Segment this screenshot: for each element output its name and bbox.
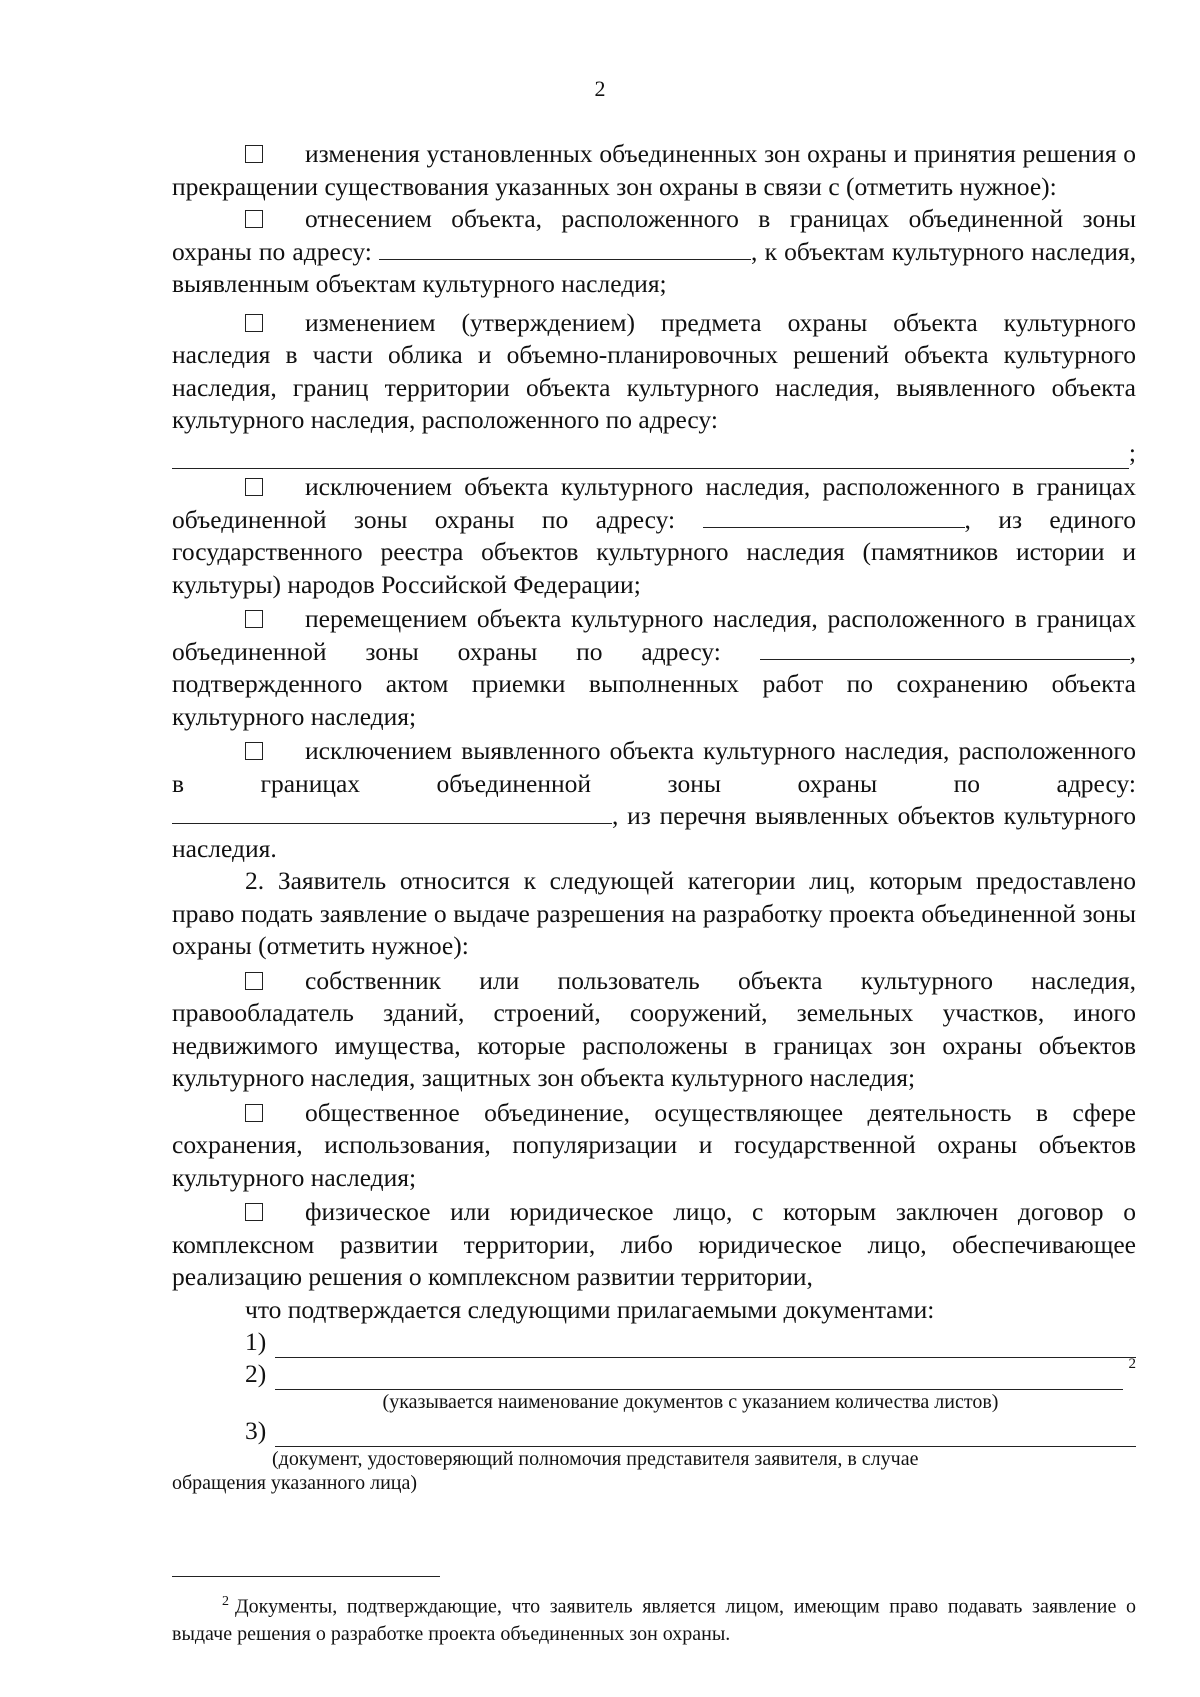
document-list bbox=[245, 1415, 1136, 1447]
address-field[interactable] bbox=[379, 237, 751, 260]
address-field[interactable] bbox=[172, 801, 612, 824]
paragraph-assign-object: отнесением объекта, расположенного в границах объединенной зоны охраны по адресу: , к объектам культурного наследия, выявленным объектам культурного наследия; bbox=[172, 204, 1136, 298]
paragraph-exclude-object: исключением объекта культурного наследия, расположенного в границах объединенной зоны охраны по адресу: , из единого государственного реестра объектов культурного наследия (памятников истории и культуры) народов Российской Федерации; bbox=[172, 472, 1137, 599]
paragraph-move-object: перемещением объекта культурного наследия, расположенного в границах объединенной зоны охраны по адресу: , подтвержденного актом приемки выполненных работ по сохранению объекта культурного наследия; bbox=[172, 604, 1136, 731]
footnote-reference: 2 bbox=[1128, 1355, 1136, 1372]
checkbox[interactable] bbox=[245, 1203, 263, 1221]
checkbox[interactable] bbox=[245, 742, 263, 760]
checkbox[interactable] bbox=[245, 210, 263, 228]
address-field[interactable] bbox=[703, 505, 965, 528]
document-field[interactable] bbox=[275, 1333, 1136, 1358]
checkbox[interactable] bbox=[245, 478, 263, 496]
paragraph-change-subject: изменением (утверждением) предмета охраны объекта культурного наследия в части облика и объемно-планировочных решений объекта культурного наследия, границ территории объекта культурного наследия, выявленного объекта культурного наследия, расположенного по адресу: bbox=[172, 307, 1136, 434]
paragraph-exclude-identified: исключением выявленного объекта культурного наследия, расположенного в границах объединенной зоны охраны по адресу: , из перечня выявленных объектов культурного наследия. bbox=[172, 736, 1136, 863]
list-item: 2) 2 bbox=[245, 1358, 1136, 1390]
address-field[interactable] bbox=[760, 637, 1130, 660]
paragraph-developer: физическое или юридическое лицо, с которым заключен договор о комплексном развитии территории, либо юридическое лицо, обеспечивающее реализацию решения о комплексном развитии территории, bbox=[172, 1197, 1136, 1291]
checkbox[interactable] bbox=[245, 1104, 263, 1122]
representative-hint: (документ, удостоверяющий полномочия представителя заявителя, в случае bbox=[272, 1448, 919, 1470]
checkbox[interactable] bbox=[245, 314, 263, 332]
checkbox[interactable] bbox=[245, 145, 263, 163]
document-list bbox=[245, 1326, 1136, 1390]
address-row: ; bbox=[172, 437, 1136, 470]
checkbox[interactable] bbox=[245, 610, 263, 628]
page-number: 2 bbox=[594, 76, 606, 101]
paragraph-association: общественное объединение, осуществляющее деятельность в сфере сохранения, использования, популяризации и государственной охраны объектов культурного наследия; bbox=[172, 1097, 1136, 1192]
address-field[interactable] bbox=[172, 442, 1129, 469]
footnote-divider bbox=[172, 1576, 440, 1577]
paragraph-owner: собственник или пользователь объекта культурного наследия, правообладатель зданий, строений, сооружений, земельных участков, иного недвижимого имущества, которые расположены в границах зон охраны объектов культурного наследия, защитных зон объекта культурного наследия; bbox=[172, 965, 1136, 1092]
list-item: 1) bbox=[245, 1326, 1136, 1358]
documents-hint: (указывается наименование документов с указанием количества листов) bbox=[382, 1391, 999, 1413]
footnote bbox=[172, 1588, 1136, 1648]
paragraph-applicant-category: 2. Заявитель относится к следующей категории лиц, которым предоставлено право подать заявление о выдаче разрешения на разработку проекта объединенной зоны охраны (отметить нужное): bbox=[172, 866, 1136, 960]
list-item: 3) bbox=[245, 1415, 1136, 1447]
document-body bbox=[172, 138, 1136, 1495]
checkbox[interactable] bbox=[245, 972, 263, 990]
document-field[interactable] bbox=[275, 1365, 1123, 1390]
document-field[interactable] bbox=[275, 1422, 1136, 1447]
paragraph-change-zones: изменения установленных объединенных зон охраны и принятия решения о прекращении существования указанных зон охраны в связи с (отметить нужное): bbox=[172, 139, 1136, 201]
footnote-text: Документы, подтверждающие, что заявитель является лицом, имеющим право подавать заявление о выдаче решения о разработке проекта объединенных зон охраны. bbox=[172, 1595, 1136, 1645]
paragraph-documents-intro: что подтверждается следующими прилагаемыми документами: bbox=[245, 1294, 935, 1324]
footnote-mark: 2 bbox=[222, 1594, 229, 1609]
representative-hint-cont: обращения указанного лица) bbox=[172, 1472, 418, 1494]
